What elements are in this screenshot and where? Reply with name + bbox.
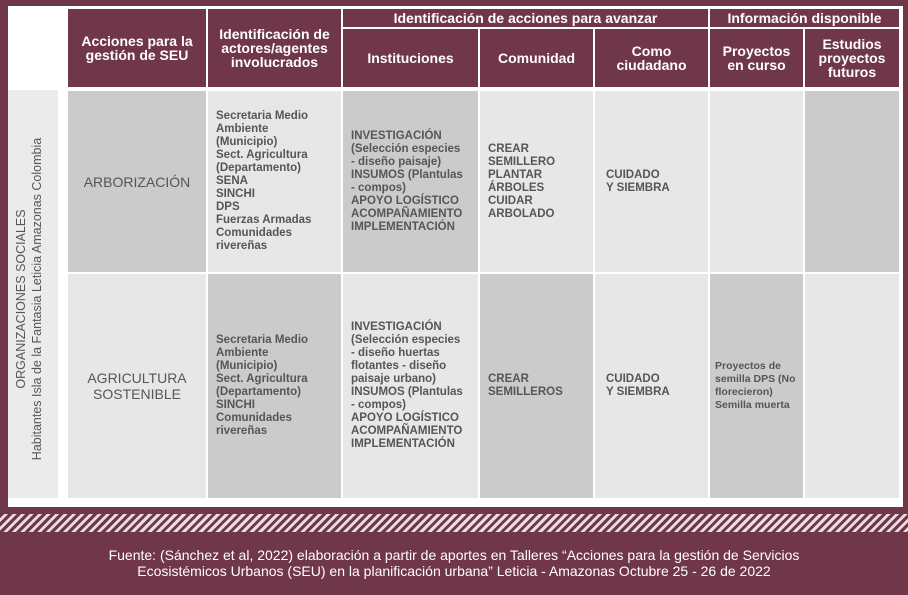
row-actors-agricultura: Secretaria Medio Ambiente (Municipio) Sect. Agricultura (Departamento) SINCHI Comunidades rivereñas — [208, 274, 341, 498]
header-instituciones: Instituciones — [343, 29, 478, 87]
row-ciudadano-arborizacion: CUIDADO Y SIEMBRA — [595, 91, 708, 272]
row-comunidad-agricultura: CREAR SEMILLEROS — [480, 274, 593, 498]
header-group-info: Información disponible — [710, 9, 899, 27]
side-label — [13, 109, 45, 489]
caption-line-1: Fuente: (Sánchez et al, 2022) elaboración a partir de aportes en Talleres “Acciones para la gestión de Servicios — [108, 547, 800, 563]
caption-line-2: Ecosistémicos Urbanos (SEU) en la planificación urbana” Leticia - Amazonas Octubre 25 - 26 de 2022 — [137, 563, 771, 579]
side-label-title: ORGANIZACIONES SOCIALES — [14, 209, 28, 389]
row-comunidad-arborizacion: CREAR SEMILLERO PLANTAR ÁRBOLES CUIDAR ARBOLADO — [480, 91, 593, 272]
side-label-subtitle: Habitantes Isla de la Fantasia Leticia Amazonas Colombia — [30, 137, 44, 461]
row-actors-arborizacion: Secretaria Medio Ambiente (Municipio) Sect. Agricultura (Departamento) SENA SINCHI DPS Fuerzas Armadas Comunidades rivereñas — [208, 91, 341, 272]
row-ciudadano-agricultura: CUIDADO Y SIEMBRA — [595, 274, 708, 498]
header-actores: Identificación de actores/agentes involucrados — [208, 9, 341, 87]
row-instituciones-arborizacion: INVESTIGACIÓN (Selección especies - diseño paisaje) INSUMOS (Plantulas - compos) APOYO LOGÍSTICO ACOMPAÑAMIENTO IMPLEMENTACIÓN — [343, 91, 478, 272]
header-group-avanzar: Identificación de acciones para avanzar — [343, 9, 708, 27]
hatched-divider — [0, 514, 908, 532]
row-action-agricultura: AGRICULTURA SOSTENIBLE — [68, 274, 206, 498]
header-estudios: Estudios proyectos futuros — [805, 29, 899, 87]
header-comunidad: Comunidad — [480, 29, 593, 87]
row-action-arborizacion: ARBORIZACIÓN — [68, 91, 206, 272]
header-acciones: Acciones para la gestión de SEU — [68, 9, 206, 87]
source-caption — [0, 547, 908, 579]
row-estudios-arborizacion — [805, 91, 899, 272]
row-instituciones-agricultura: INVESTIGACIÓN (Selección especies - diseño huertas flotantes - diseño paisaje urbano) INSUMOS (Plantulas - compos) APOYO LOGÍSTICO ACOMPAÑAMIENTO IMPLEMENTACIÓN — [343, 274, 478, 498]
header-proyectos: Proyectos en curso — [710, 29, 803, 87]
row-proyectos-arborizacion — [710, 91, 803, 272]
header-ciudadano: Como ciudadano — [595, 29, 708, 87]
row-proyectos-agricultura: Proyectos de semilla DPS (No florecieron) Semilla muerta — [710, 274, 803, 498]
row-estudios-agricultura — [805, 274, 899, 498]
